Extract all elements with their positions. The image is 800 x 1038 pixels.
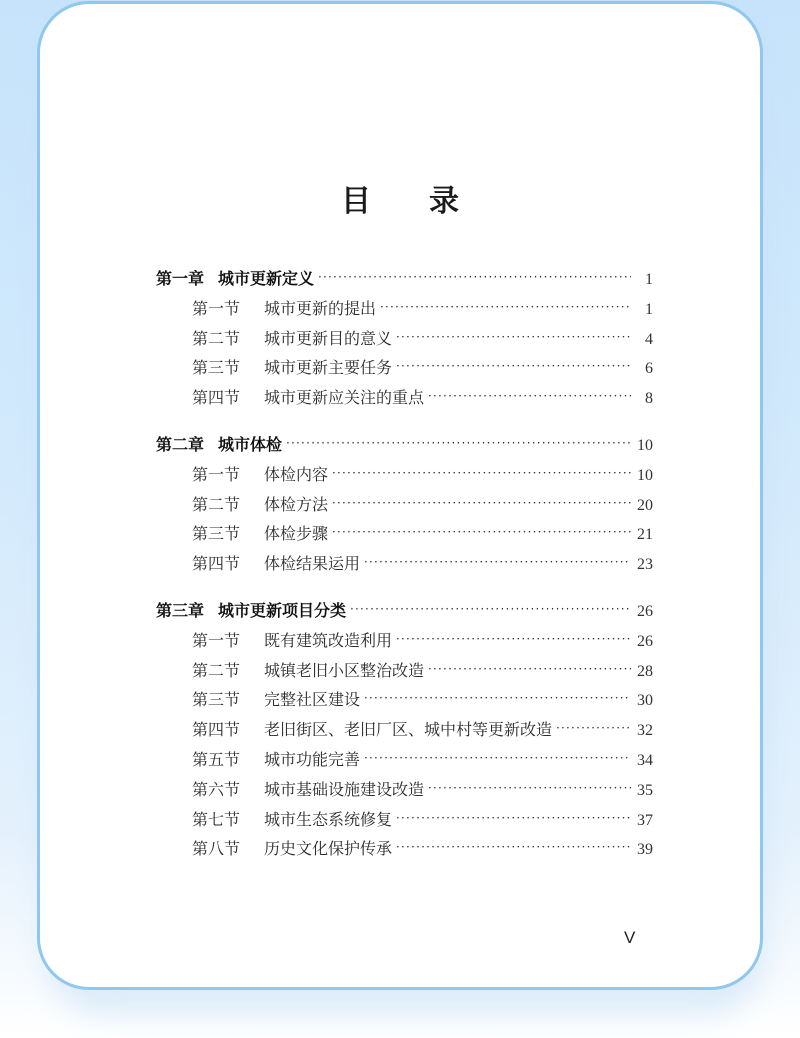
section-title: 城市功能完善 (264, 749, 361, 769)
page-number: 20 (637, 496, 653, 514)
chapter-title: 城市体检 (218, 434, 283, 454)
page-number: 4 (645, 330, 653, 348)
section-number: 第四节 (192, 720, 241, 740)
page-number: 28 (637, 662, 653, 680)
toc-section[interactable] (156, 385, 653, 415)
section-title: 城市更新主要任务 (264, 358, 393, 378)
title-char-2: 录 (429, 184, 459, 219)
page-number: 35 (637, 781, 653, 799)
page-number: 26 (637, 632, 653, 650)
page-number: 1 (645, 300, 653, 318)
page-folio: V (624, 928, 636, 947)
toc-section[interactable] (156, 687, 653, 717)
section-number: 第六节 (192, 779, 241, 799)
toc-section[interactable] (156, 658, 653, 688)
dot-leader (332, 525, 631, 539)
dot-leader (556, 721, 631, 735)
section-number: 第二节 (192, 494, 241, 514)
page-number: 32 (637, 722, 653, 740)
toc-section[interactable] (156, 807, 653, 837)
toc-section[interactable] (156, 717, 653, 747)
table-of-contents (156, 266, 653, 883)
dot-leader (332, 496, 631, 510)
section-title: 城市更新应关注的重点 (264, 388, 425, 408)
dot-leader (428, 389, 631, 403)
page-number: 23 (637, 556, 653, 574)
section-title: 既有建筑改造利用 (264, 630, 393, 650)
page-number: 21 (637, 526, 653, 544)
toc-section[interactable] (156, 747, 653, 777)
section-title: 老旧街区、老旧厂区、城中村等更新改造 (264, 720, 553, 740)
dot-leader (396, 811, 631, 825)
chapter-title: 城市更新定义 (218, 269, 315, 288)
section-number: 第二节 (192, 660, 241, 680)
page-number: 10 (637, 466, 653, 484)
chapter-block-3 (156, 598, 653, 866)
dot-leader (350, 602, 631, 616)
section-number: 第五节 (192, 749, 241, 769)
page-number: 26 (637, 602, 653, 620)
title-char-1: 目 (341, 184, 371, 219)
dot-leader (396, 840, 631, 854)
section-title: 完整社区建设 (264, 690, 361, 710)
page-number: 37 (637, 811, 653, 829)
chapter-block-1 (156, 266, 653, 415)
page-number: 39 (637, 841, 653, 859)
section-title: 体检步骤 (264, 524, 329, 544)
toc-section[interactable] (156, 296, 653, 326)
page-number: 30 (637, 692, 653, 710)
toc-section[interactable] (156, 551, 653, 581)
section-number: 第七节 (192, 809, 241, 829)
dot-leader (396, 330, 631, 344)
section-title: 城市更新目的意义 (264, 328, 393, 348)
dot-leader (380, 300, 631, 314)
page-number: 1 (645, 271, 653, 288)
section-number: 第一节 (192, 464, 241, 484)
section-title: 体检内容 (264, 464, 329, 484)
dot-leader (428, 781, 631, 795)
section-number: 第四节 (192, 388, 241, 408)
dot-leader (332, 466, 631, 480)
toc-chapter-1[interactable] (156, 266, 653, 296)
chapter-block-2 (156, 432, 653, 581)
section-number: 第一节 (192, 298, 241, 318)
dot-leader (396, 632, 631, 646)
section-number: 第四节 (192, 554, 241, 574)
toc-section[interactable] (156, 326, 653, 356)
section-title: 体检方法 (264, 494, 329, 514)
toc-section[interactable] (156, 492, 653, 522)
dot-leader (428, 662, 631, 676)
section-number: 第一节 (192, 630, 241, 650)
section-number: 第三节 (192, 690, 241, 710)
chapter-number: 第二章 (156, 434, 205, 454)
section-number: 第八节 (192, 839, 241, 859)
page-number: 10 (637, 436, 653, 454)
toc-chapter-2[interactable] (156, 432, 653, 462)
section-number: 第二节 (192, 328, 241, 348)
page-number: 34 (637, 751, 653, 769)
toc-section[interactable] (156, 462, 653, 492)
page-title (40, 176, 760, 220)
toc-section[interactable] (156, 628, 653, 658)
dot-leader (364, 555, 631, 569)
toc-section[interactable] (156, 355, 653, 385)
chapter-title: 城市更新项目分类 (218, 600, 347, 620)
chapter-number: 第一章 (156, 269, 205, 288)
page-number: 6 (645, 360, 653, 378)
toc-section[interactable] (156, 777, 653, 807)
dot-leader (396, 359, 631, 373)
dot-leader (318, 270, 631, 284)
dot-leader (364, 691, 631, 705)
section-title: 城市基础设施建设改造 (264, 779, 425, 799)
section-title: 城市生态系统修复 (264, 809, 393, 829)
section-title: 城市更新的提出 (264, 298, 377, 318)
document-page (37, 1, 763, 990)
toc-section[interactable] (156, 836, 653, 866)
page-number: 8 (645, 390, 653, 408)
section-title: 历史文化保护传承 (264, 839, 393, 859)
section-title: 体检结果运用 (264, 554, 361, 574)
toc-section[interactable] (156, 521, 653, 551)
section-number: 第三节 (192, 358, 241, 378)
toc-chapter-3[interactable] (156, 598, 653, 628)
chapter-number: 第三章 (156, 600, 205, 620)
dot-leader (364, 751, 631, 765)
section-title: 城镇老旧小区整治改造 (264, 660, 425, 680)
section-number: 第三节 (192, 524, 241, 544)
dot-leader (286, 436, 631, 450)
